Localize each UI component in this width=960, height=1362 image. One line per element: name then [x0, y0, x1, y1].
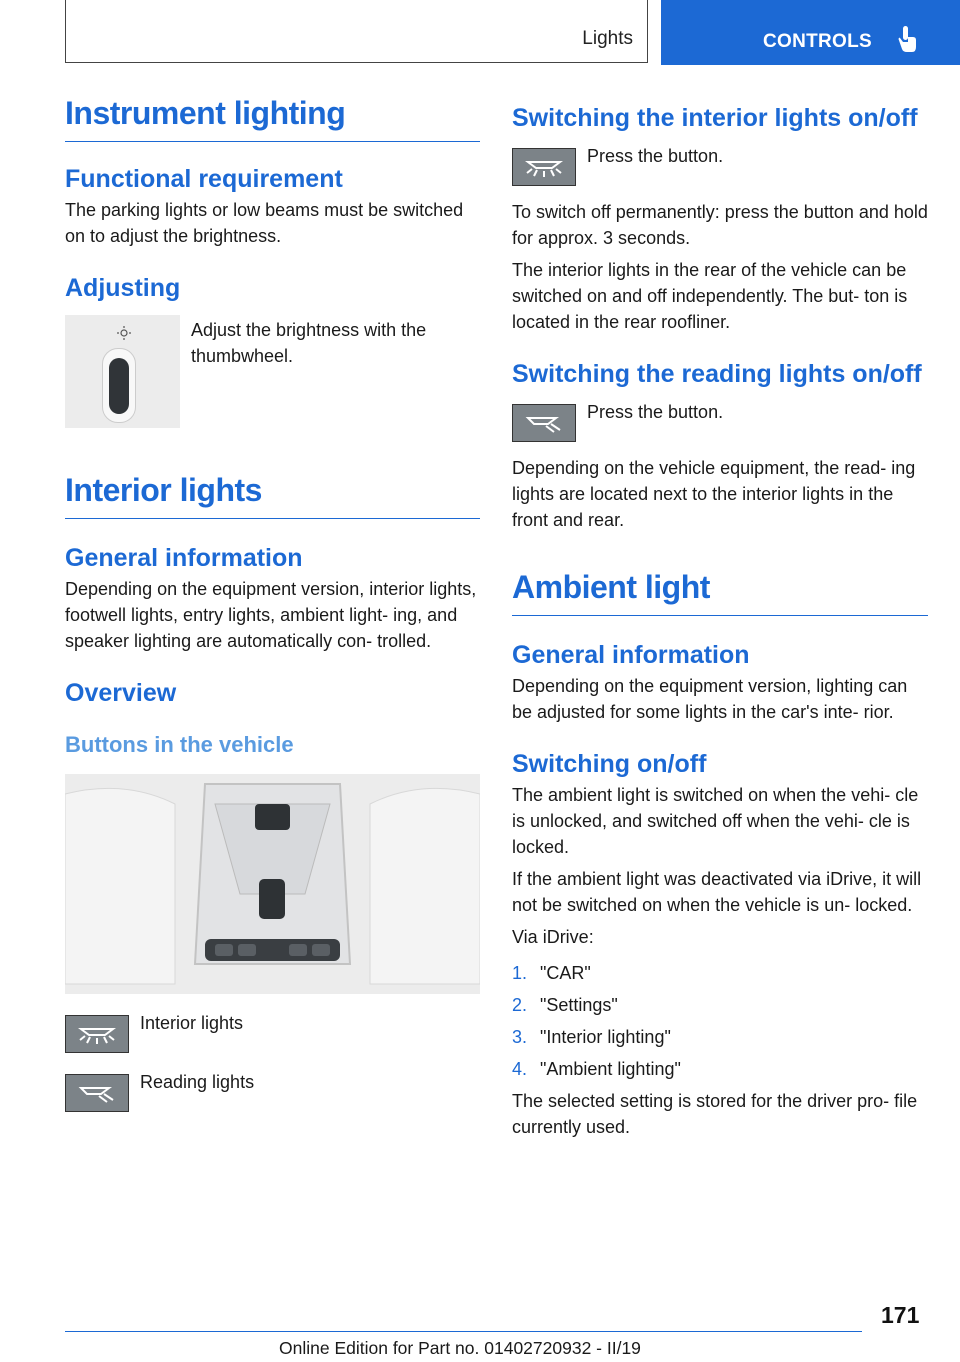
legend-reading-row [65, 1074, 480, 1112]
thumbwheel-image [65, 315, 180, 428]
page-number: 171 [881, 1302, 920, 1328]
heading-ambient-general-information: General information [512, 641, 750, 669]
list-item: 3. "Interior lighting" [512, 1027, 671, 1047]
heading-adjusting: Adjusting [65, 274, 181, 302]
text-switch-off-permanently: To switch off permanently: press the button and hold for approx. 3 seconds. [512, 202, 928, 248]
header-chapter-tab [661, 0, 960, 65]
reading-light-icon [75, 1080, 119, 1106]
text-general-information: Depending on the equipment version, interior lights, footwell lights, entry lights, ambient light- ing, and speaker lighting are automatically con- trolled. [65, 579, 477, 651]
heading-functional-requirement: Functional requirement [65, 165, 343, 193]
heading-instrument-lighting: Instrument lighting [65, 95, 480, 142]
text-ambient-switching: The ambient light is switched on when the vehi- cle is unlocked, and switched off when the vehi- cle is locked. [512, 785, 919, 857]
interior-light-icon [75, 1021, 119, 1047]
text-setting-stored: The selected setting is stored for the driver pro- file currently used. [512, 1091, 918, 1137]
roof-console-illustration [65, 774, 480, 994]
text-ambient-deactivated: If the ambient light was deactivated via iDrive, it will not be switched on when the vehicle is un- locked. [512, 869, 922, 915]
roof-console-photo [65, 774, 480, 994]
legend-reading-lights: Reading lights [140, 1072, 255, 1092]
heading-general-information: General information [65, 544, 303, 572]
text-functional-requirement: The parking lights or low beams must be switched on to adjust the brightness. [65, 200, 464, 246]
left-column [65, 95, 480, 1112]
thumbwheel [102, 348, 136, 423]
heading-switching-reading-lights: Switching the reading lights on/off [512, 360, 922, 388]
press-interior-row [512, 148, 928, 186]
pointing-hand-icon [896, 25, 918, 53]
legend-interior-row [65, 1015, 480, 1053]
footer-edition: Online Edition for Part no. 01402720932 - II/19 [279, 1338, 641, 1358]
interior-light-button-icon [512, 148, 576, 186]
heading-interior-lights: Interior lights [65, 472, 480, 519]
text-press-button-interior: Press the button. [587, 146, 724, 166]
legend-interior-lights: Interior lights [140, 1013, 244, 1033]
list-item: 2. "Settings" [512, 995, 618, 1015]
text-adjusting: Adjust the brightness with the thumbwheel. [191, 320, 427, 366]
text-rear-interior: The interior lights in the rear of the vehicle can be switched on and off independently. The but- ton is located in the rear roofliner. [512, 260, 908, 332]
header-section-title: Lights [582, 28, 633, 49]
interior-light-icon [522, 154, 566, 180]
idrive-steps-list [512, 960, 928, 1082]
text-press-button-reading: Press the button. [587, 402, 724, 422]
header-chapter-title: CONTROLS [763, 31, 873, 52]
list-item: 1. "CAR" [512, 963, 591, 983]
list-item: 4. "Ambient lighting" [512, 1059, 681, 1079]
text-ambient-general: Depending on the equipment version, lighting can be adjusted for some lights in the car's inte- rior. [512, 676, 908, 722]
reading-light-button-icon [65, 1074, 129, 1112]
reading-light-button-icon [512, 404, 576, 442]
text-via-idrive: Via iDrive: [512, 927, 594, 947]
reading-light-icon [522, 410, 566, 436]
press-reading-row [512, 404, 928, 442]
right-column [512, 95, 928, 1140]
brightness-icon [117, 326, 131, 340]
heading-buttons-in-vehicle: Buttons in the vehicle [65, 732, 294, 757]
heading-ambient-light: Ambient light [512, 569, 928, 616]
heading-overview: Overview [65, 679, 177, 707]
adjusting-row [65, 315, 480, 428]
interior-light-button-icon [65, 1015, 129, 1053]
heading-switching-on-off: Switching on/off [512, 750, 707, 778]
header-section-box [65, 0, 648, 63]
text-reading-lights-location: Depending on the vehicle equipment, the read- ing lights are located next to the interior lights in the front and rear. [512, 458, 916, 530]
footer-divider [65, 1331, 862, 1332]
heading-switching-interior-lights: Switching the interior lights on/off [512, 104, 918, 132]
